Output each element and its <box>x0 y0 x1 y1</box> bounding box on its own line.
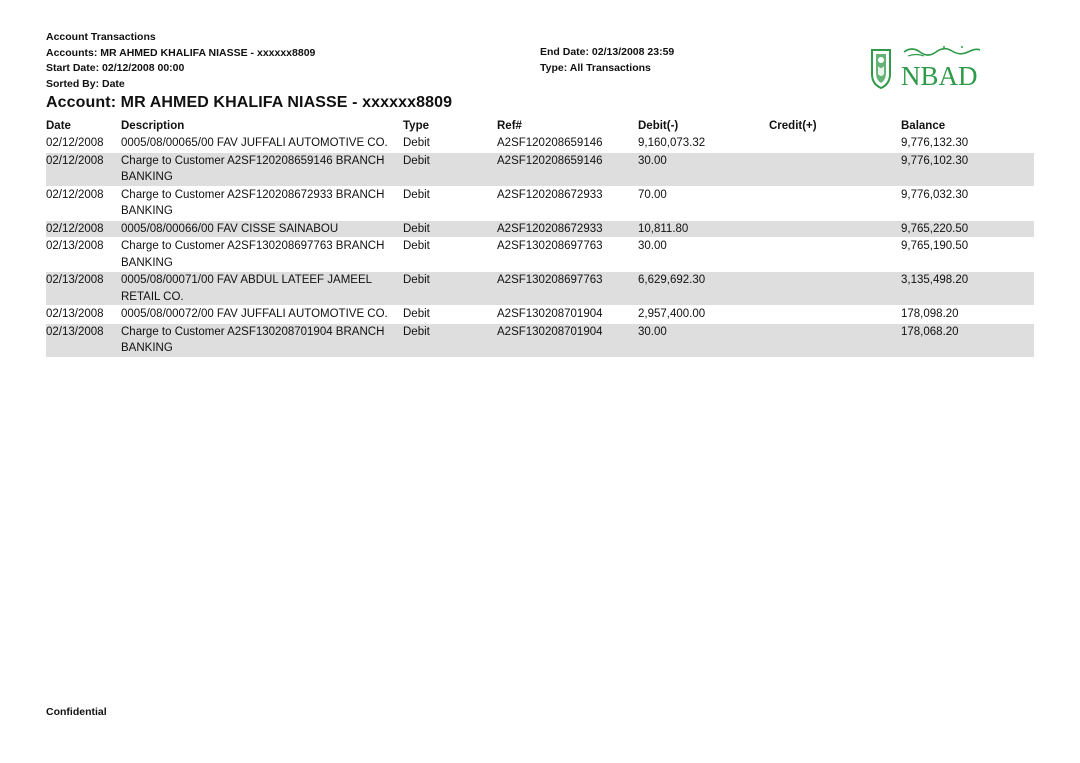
cell-type: Debit <box>403 186 497 220</box>
nbad-logo <box>868 44 986 90</box>
cell-type: Debit <box>403 306 497 324</box>
cell-debit: 30.00 <box>638 152 769 186</box>
table-row <box>46 135 1034 153</box>
cell-debit: 30.00 <box>638 238 769 272</box>
cell-date: 02/13/2008 <box>46 238 121 272</box>
cell-type: Debit <box>403 135 497 153</box>
column-header-description: Description <box>121 120 185 132</box>
cell-debit: 30.00 <box>638 323 769 357</box>
bank-emblem-icon <box>868 44 986 90</box>
logo-text: NBAD <box>901 61 978 90</box>
report-meta-right <box>540 45 674 76</box>
type-label: Type: All Transactions <box>540 61 651 74</box>
cell-ref: A2SF130208701904 <box>497 323 638 357</box>
table-row <box>46 186 1034 220</box>
cell-date: 02/12/2008 <box>46 152 121 186</box>
account-heading: Account: MR AHMED KHALIFA NIASSE - xxxxxx8809 <box>46 94 453 111</box>
accounts-label: Accounts: MR AHMED KHALIFA NIASSE - xxxxxx8809 <box>46 46 316 59</box>
column-header-credit: Credit(+) <box>769 120 817 132</box>
cell-date: 02/12/2008 <box>46 220 121 238</box>
cell-debit: 70.00 <box>638 186 769 220</box>
cell-description: 0005/08/00066/00 FAV CISSE SAINABOU <box>121 220 403 238</box>
column-header-balance: Balance <box>901 120 946 132</box>
cell-date: 02/13/2008 <box>46 306 121 324</box>
cell-description: Charge to Customer A2SF120208672933 BRANCH BANKING <box>121 186 403 220</box>
cell-debit: 9,160,073.32 <box>638 135 769 153</box>
cell-credit <box>769 306 901 324</box>
cell-balance: 9,776,102.30 <box>901 152 1034 186</box>
cell-credit <box>769 135 901 153</box>
table-row <box>46 306 1034 324</box>
table-row <box>46 238 1034 272</box>
column-header-debit: Debit(-) <box>638 120 679 132</box>
cell-type: Debit <box>403 272 497 306</box>
cell-ref: A2SF130208701904 <box>497 306 638 324</box>
cell-date: 02/13/2008 <box>46 272 121 306</box>
cell-balance: 9,776,132.30 <box>901 135 1034 153</box>
cell-debit: 6,629,692.30 <box>638 272 769 306</box>
cell-balance: 9,765,220.50 <box>901 220 1034 238</box>
table-row <box>46 152 1034 186</box>
column-header-date: Date <box>46 120 71 132</box>
cell-credit <box>769 323 901 357</box>
cell-description: Charge to Customer A2SF130208697763 BRANCH BANKING <box>121 238 403 272</box>
table-row <box>46 323 1034 357</box>
confidential-footer: Confidential <box>46 706 107 718</box>
end-date-label: End Date: 02/13/2008 23:59 <box>540 46 675 58</box>
cell-balance: 3,135,498.20 <box>901 272 1034 306</box>
cell-credit <box>769 272 901 306</box>
cell-debit: 2,957,400.00 <box>638 306 769 324</box>
cell-debit: 10,811.80 <box>638 220 769 238</box>
cell-description: Charge to Customer A2SF120208659146 BRANCH BANKING <box>121 152 403 186</box>
cell-description: 0005/08/00072/00 FAV JUFFALI AUTOMOTIVE CO. <box>121 306 403 324</box>
cell-description: 0005/08/00071/00 FAV ABDUL LATEEF JAMEEL RETAIL CO. <box>121 272 403 306</box>
cell-type: Debit <box>403 220 497 238</box>
cell-type: Debit <box>403 238 497 272</box>
cell-ref: A2SF130208697763 <box>497 238 638 272</box>
cell-ref: A2SF130208697763 <box>497 272 638 306</box>
table-header-row <box>46 119 1034 135</box>
cell-date: 02/13/2008 <box>46 323 121 357</box>
cell-ref: A2SF120208659146 <box>497 135 638 153</box>
cell-credit <box>769 238 901 272</box>
cell-balance: 9,765,190.50 <box>901 238 1034 272</box>
transactions-table <box>46 119 1034 357</box>
cell-credit <box>769 152 901 186</box>
cell-ref: A2SF120208672933 <box>497 186 638 220</box>
cell-balance: 9,776,032.30 <box>901 186 1034 220</box>
cell-ref: A2SF120208659146 <box>497 152 638 186</box>
cell-credit <box>769 186 901 220</box>
table-row <box>46 272 1034 306</box>
cell-type: Debit <box>403 152 497 186</box>
table-row <box>46 220 1034 238</box>
sorted-by-label: Sorted By: Date <box>46 77 125 90</box>
cell-description: Charge to Customer A2SF130208701904 BRANCH BANKING <box>121 323 403 357</box>
report-meta-left <box>46 30 315 92</box>
cell-description: 0005/08/00065/00 FAV JUFFALI AUTOMOTIVE CO. <box>121 135 403 153</box>
cell-balance: 178,068.20 <box>901 323 1034 357</box>
cell-type: Debit <box>403 323 497 357</box>
cell-credit <box>769 220 901 238</box>
cell-date: 02/12/2008 <box>46 186 121 220</box>
cell-balance: 178,098.20 <box>901 306 1034 324</box>
column-header-ref: Ref# <box>497 120 522 132</box>
cell-date: 02/12/2008 <box>46 135 121 153</box>
report-title: Account Transactions <box>46 31 156 43</box>
cell-ref: A2SF120208672933 <box>497 220 638 238</box>
start-date-label: Start Date: 02/12/2008 00:00 <box>46 62 185 74</box>
column-header-type: Type <box>403 120 429 132</box>
